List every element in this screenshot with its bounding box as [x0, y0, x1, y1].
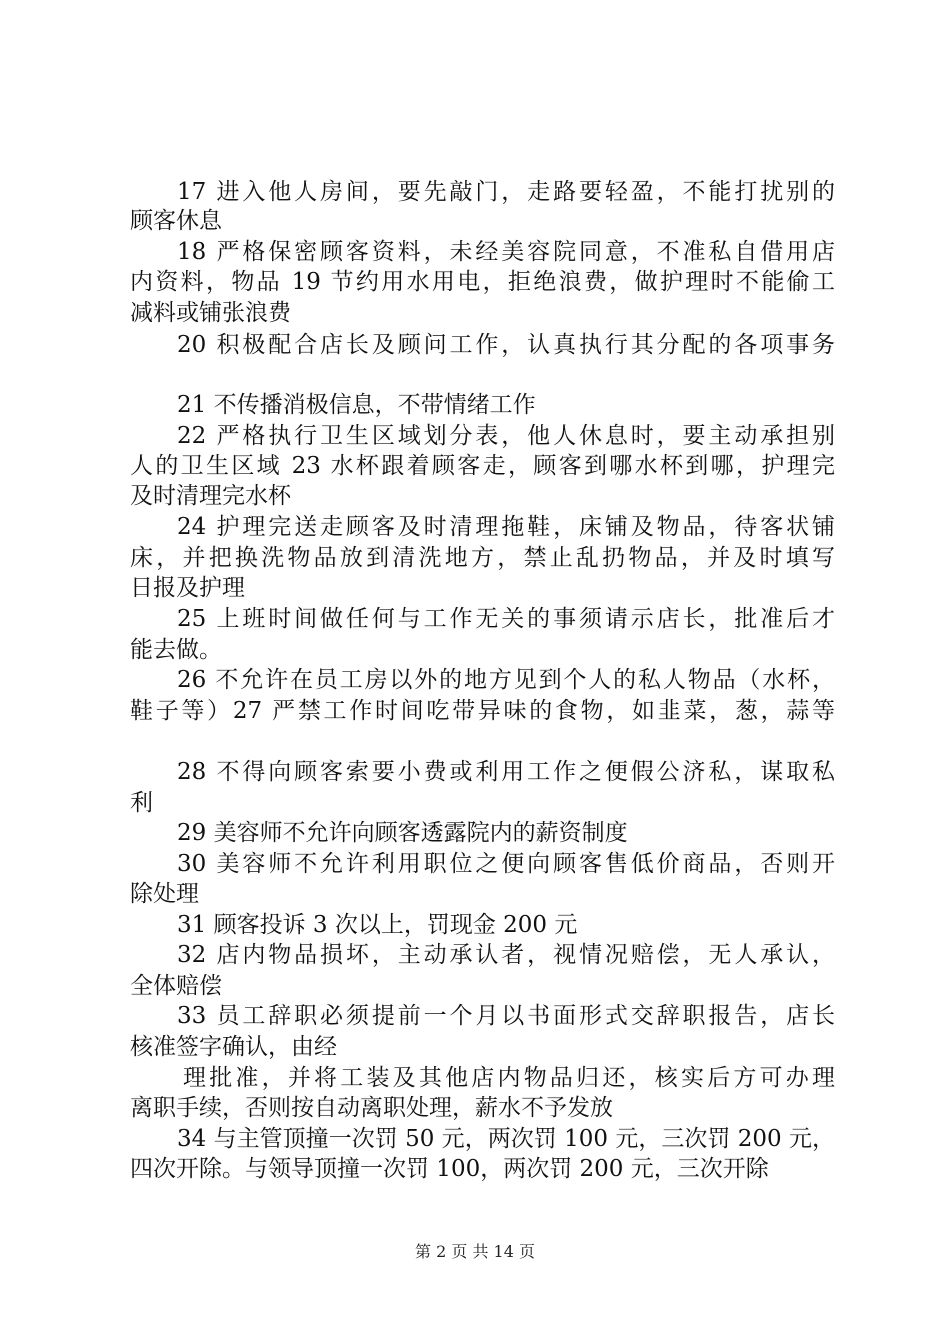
- text-line-33b: 核准签字确认，由经: [130, 1034, 337, 1060]
- text-line-26b: 鞋子等）27 严禁工作时间吃带异味的食物，如韭菜，葱，蒜等: [130, 698, 835, 724]
- text-line-34b: 四次开除。与领导顶撞一次罚 100，两次罚 200 元，三次开除: [130, 1156, 769, 1182]
- text-line-24b: 床，并把换洗物品放到清洗地方，禁止乱扔物品，并及时填写: [130, 545, 835, 571]
- text-line-29: 29 美容师不允许向顾客透露院内的薪资制度: [177, 820, 628, 846]
- text-line-22b: 人的卫生区域 23 水杯跟着顾客走，顾客到哪水杯到哪，护理完: [130, 453, 835, 479]
- text-line-21: 21 不传播消极信息，不带情绪工作: [177, 392, 536, 418]
- text-line-24a: 24 护理完送走顾客及时清理拖鞋，床铺及物品，待客状铺: [177, 514, 835, 540]
- page-number-footer: 第 2 页 共 14 页: [415, 1242, 535, 1261]
- text-line-25a: 25 上班时间做任何与工作无关的事须请示店长，批准后才: [177, 606, 835, 632]
- text-line-19: 减料或铺张浪费: [130, 300, 291, 326]
- text-line-28b: 利: [130, 790, 153, 816]
- text-line-22a: 22 严格执行卫生区域划分表，他人休息时，要主动承担别: [177, 423, 835, 449]
- text-line-31: 31 顾客投诉 3 次以上，罚现金 200 元: [177, 912, 578, 938]
- text-line-30b: 除处理: [130, 881, 199, 907]
- text-line-26a: 26 不允许在员工房以外的地方见到个人的私人物品（水杯，: [177, 667, 835, 693]
- text-line-33d: 离职手续，否则按自动离职处理，薪水不予发放: [130, 1095, 613, 1121]
- text-line-25b: 能去做。: [130, 637, 222, 663]
- text-line-18a: 18 严格保密顾客资料，未经美容院同意，不准私自借用店: [177, 239, 835, 265]
- text-line-28a: 28 不得向顾客索要小费或利用工作之便假公济私，谋取私: [177, 759, 835, 785]
- text-line-33a: 33 员工辞职必须提前一个月以书面形式交辞职报告，店长: [177, 1003, 835, 1029]
- text-line-32b: 全体赔偿: [130, 973, 222, 999]
- text-line-23: 及时清理完水杯: [130, 483, 291, 509]
- text-line-32a: 32 店内物品损坏，主动承认者，视情况赔偿，无人承认，: [177, 942, 835, 968]
- text-line-18b: 内资料，物品 19 节约用水用电，拒绝浪费，做护理时不能偷工: [130, 269, 835, 295]
- text-line-34a: 34 与主管顶撞一次罚 50 元，两次罚 100 元，三次罚 200 元，: [177, 1126, 835, 1152]
- text-line-33c: 理批准，并将工装及其他店内物品归还，核实后方可办理: [183, 1065, 835, 1091]
- text-line-30a: 30 美容师不允许利用职位之便向顾客售低价商品，否则开: [177, 851, 835, 877]
- text-line-24c: 日报及护理: [130, 575, 245, 601]
- text-line-20: 20 积极配合店长及顾问工作，认真执行其分配的各项事务: [177, 332, 835, 358]
- text-line-17b: 顾客休息: [130, 208, 222, 234]
- text-line-17a: 17 进入他人房间，要先敲门，走路要轻盈，不能打扰别的: [177, 179, 835, 205]
